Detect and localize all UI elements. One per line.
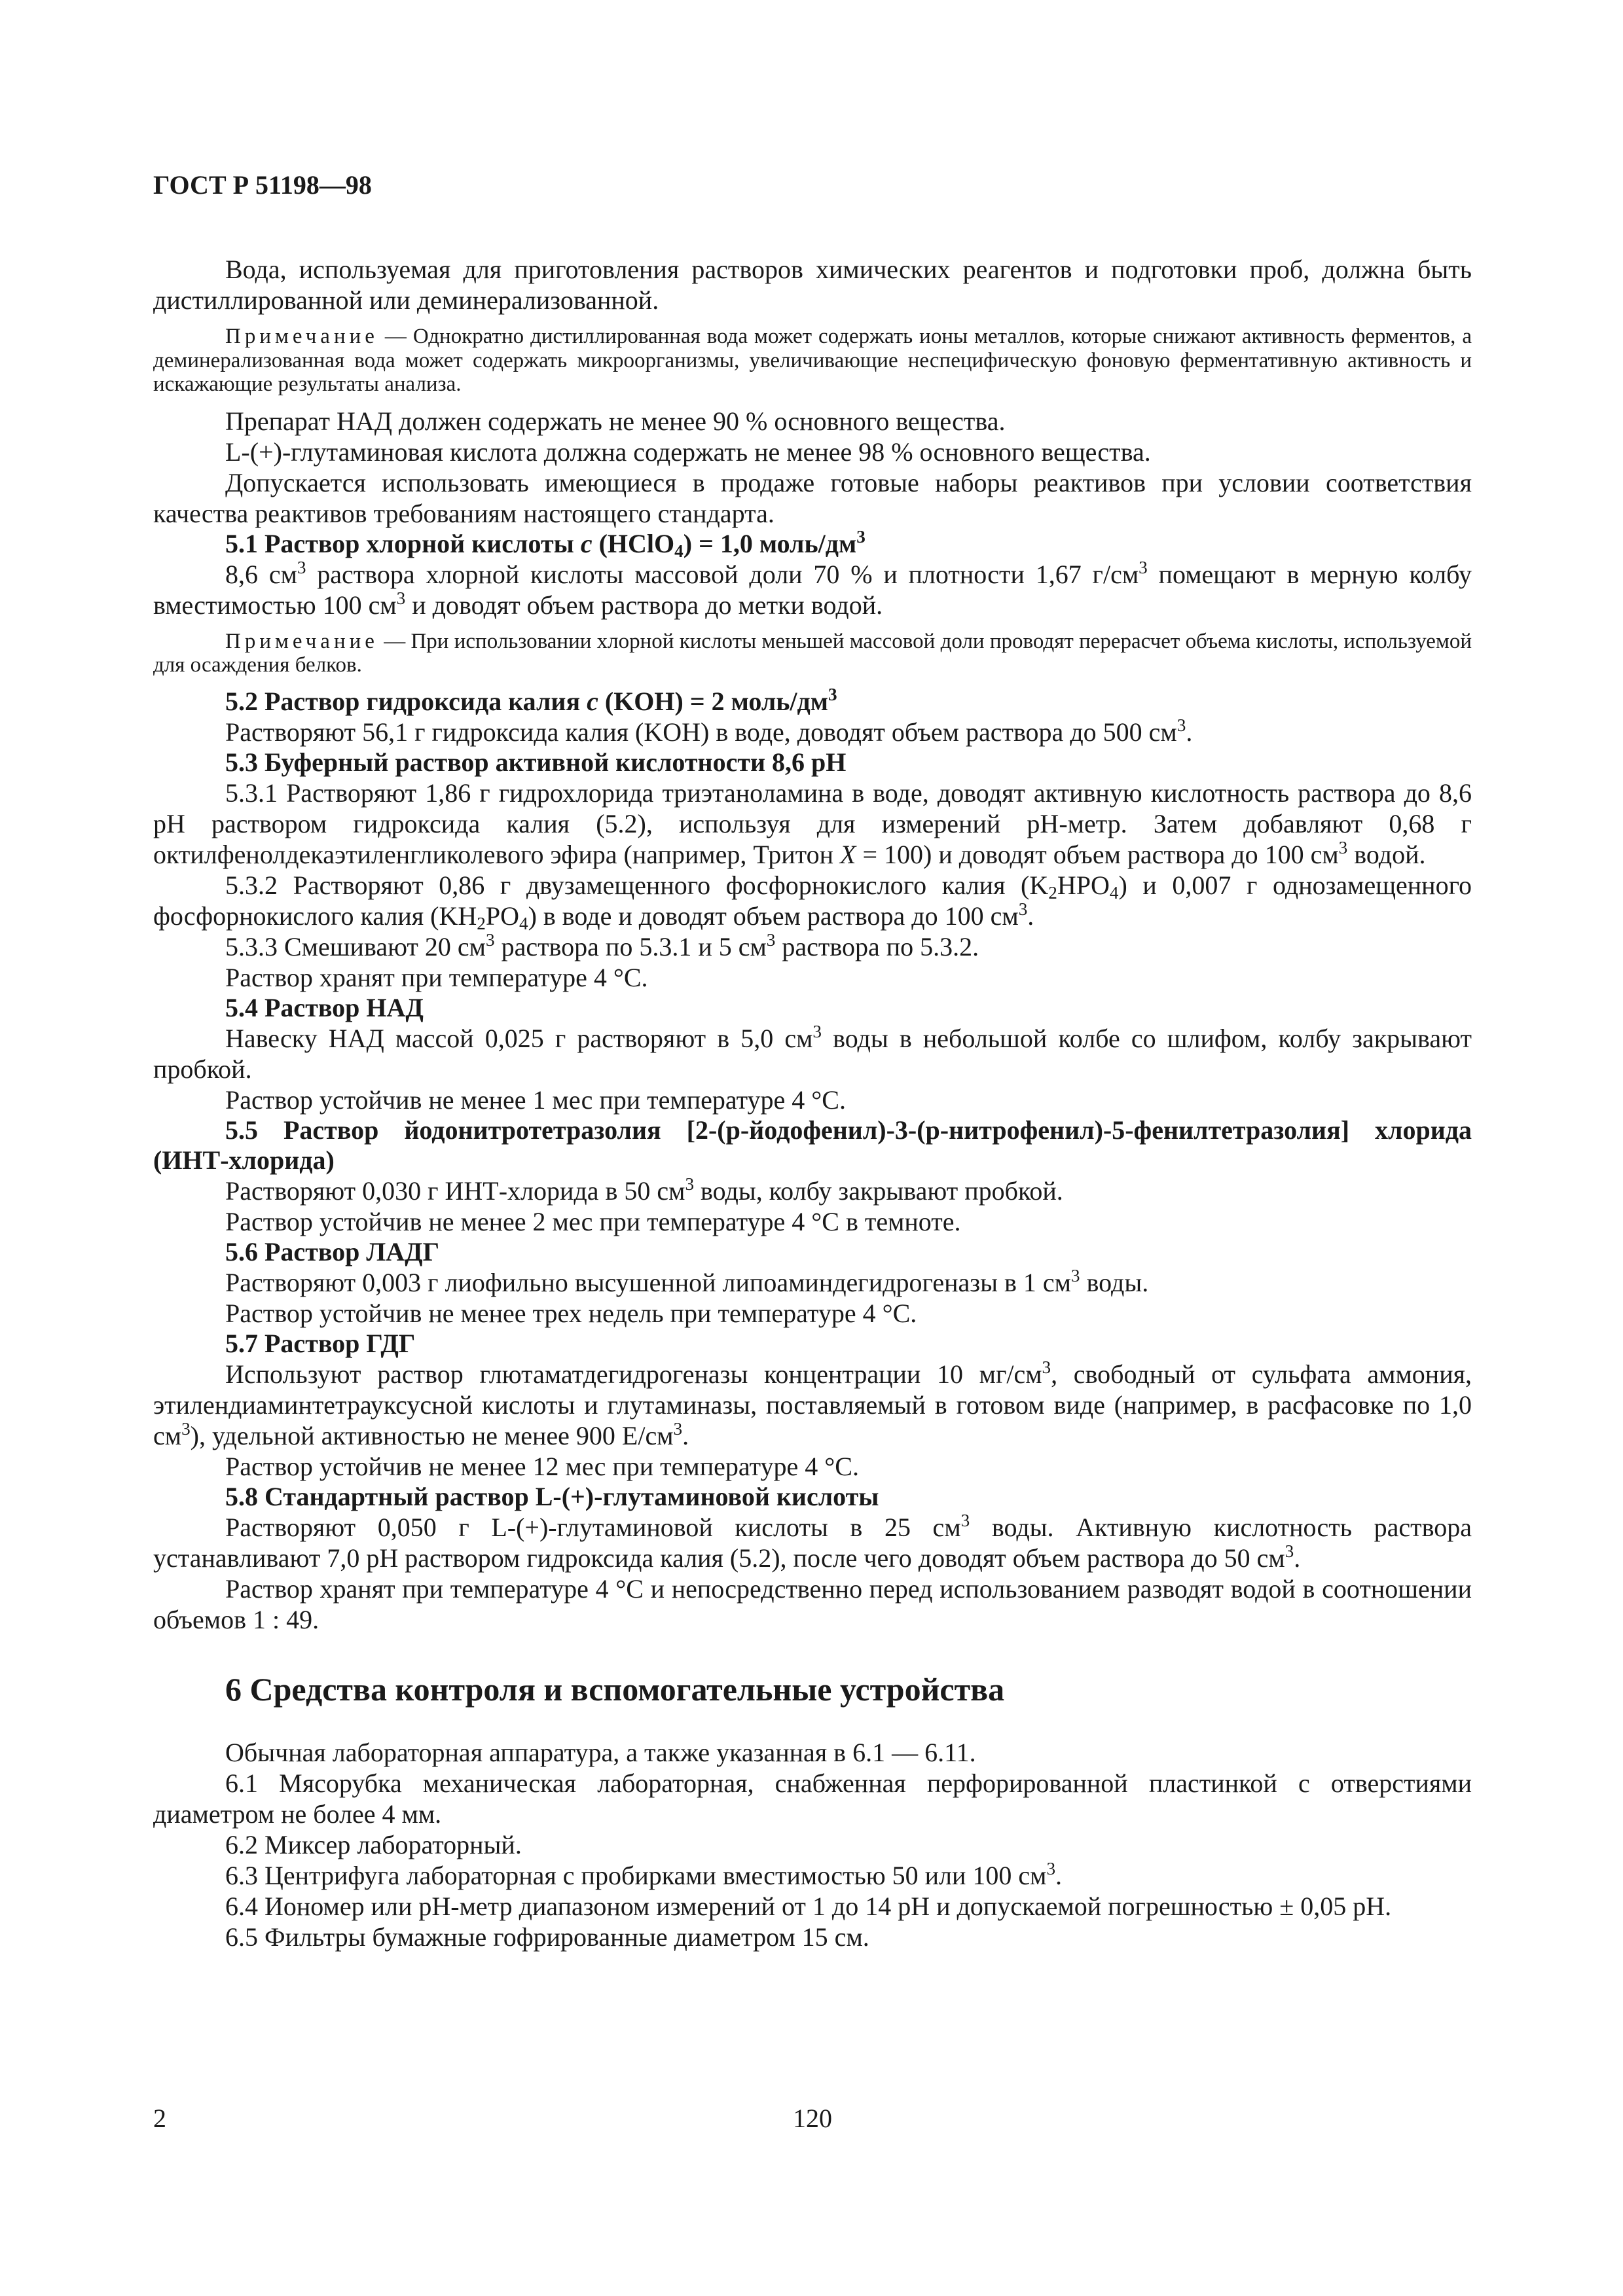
footer-document-page-number: 120 <box>793 2104 832 2133</box>
paragraph-5-3-store: Раствор хранят при температуре 4 °C. <box>225 962 648 992</box>
paragraph-5-8: Растворяют 0,050 г L-(+)-глутаминовой кислоты в 25 $см^3$ воды. Активную кислотность раствора устанавливают 7,0 pH раствором гидроксида калия (5.2), после чего доводят объем раствора до 50 $см^3$. <box>153 1510 1472 1573</box>
paragraph-5-5: Растворяют 0,030 г ИНТ-хлорида в 50 $см^3$ воды, колбу закрывают пробкой. <box>225 1174 1063 1206</box>
heading-5-2: 5.2 Раствор гидроксида калия c (KOH) = 2 моль/$дм^3$ <box>225 684 837 716</box>
heading-5-3: 5.3 Буферный раствор активной кислотности 8,6 pH <box>225 747 847 777</box>
paragraph-5-6-stable: Раствор устойчив не менее трех недель при температуре 4 °C. <box>225 1298 917 1328</box>
paragraph-6-4: 6.4 Иономер или pH-метр диапазоном измерений от 1 до 14 pH и допускаемой погрешностью ± 0,05 pH. <box>225 1891 1392 1921</box>
heading-5-1: 5.1 Раствор хлорной кислоты c (HClO$_4$) = 1,0 моль/$дм^3$ <box>225 526 866 561</box>
paragraph-5-8-store: Раствор хранят при температуре 4 °C и непосредственно перед использованием разводят водой в соотношении объемов 1 : 49. <box>153 1573 1472 1634</box>
note-label: Примечание <box>225 629 378 653</box>
paragraph-5-6: Растворяют 0,003 г лиофильно высушенной липоаминдегидрогеназы в 1 $см^3$ воды. <box>225 1265 1149 1297</box>
paragraph-5-2: Растворяют 56,1 г гидроксида калия (KOH) в воде, доводят объем раствора до 500 $см^3$. <box>225 715 1193 747</box>
paragraph-5-4-stable: Раствор устойчив не менее 1 мес при температуре 4 °C. <box>225 1085 846 1115</box>
note-label: Примечание <box>225 325 378 348</box>
document-header: ГОСТ Р 51198—98 <box>153 170 372 200</box>
heading-5-7: 5.7 Раствор ГДГ <box>225 1328 416 1358</box>
footer-page-number: 2 <box>153 2104 166 2133</box>
paragraph-nad-purity: Препарат НАД должен содержать не менее 90 % основного вещества. <box>225 406 1006 436</box>
paragraph-5-1: 8,6 $см^3$ раствора хлорной кислоты массовой доли 70 % и плотности 1,67 $г/см^3$ помещают в мерную колбу вместимостью 100 $см^3$ и доводят объем раствора до метки водой. <box>153 557 1472 620</box>
paragraph-5-4: Навеску НАД массой 0,025 г растворяют в 5,0 $см^3$ воды в небольшой колбе со шлифом, колбу закрывают пробкой. <box>153 1021 1472 1084</box>
note-water: Примечание — Однократно дистиллированная вода может содержать ионы металлов, которые снижают активность ферментов, а деминерализованная вода может содержать микроорганизмы, увеличивающие неспецифическую фоновую ферментативную активность и искажающие результаты анализа. <box>153 325 1472 396</box>
heading-5-5: 5.5 Раствор йодонитротетразолия [2-(р-йодофенил)-3-(р-нитрофенил)-5-фенилтетразолия] хлорида (ИНТ-хлорида) <box>153 1115 1472 1175</box>
paragraph-6-5: 6.5 Фильтры бумажные гофрированные диаметром 15 см. <box>225 1922 869 1952</box>
paragraph-6-intro: Обычная лабораторная аппаратура, а также указанная в 6.1 — 6.11. <box>225 1737 976 1767</box>
paragraph-5-3-3: 5.3.3 Смешивают 20 $см^3$ раствора по 5.3.1 и 5 $см^3$ раствора по 5.3.2. <box>225 929 979 961</box>
paragraph-5-7: Используют раствор глютаматдегидрогеназы концентрации 10 $мг/см^3$, свободный от сульфата аммония, этилендиаминтетрауксусной кислоты и глутаминазы, поставляемый в готовом виде (например, в расфасовке по 1,0 $см^3$), удельной активностью не менее 900 $Е/см^3$. <box>153 1357 1472 1450</box>
heading-5-4: 5.4 Раствор НАД <box>225 992 424 1022</box>
paragraph-6-1: 6.1 Мясорубка механическая лабораторная, снабженная перфорированной пластинкой с отверстиями диаметром не более 4 мм. <box>153 1768 1472 1829</box>
note-perchloric: Примечание — При использовании хлорной кислоты меньшей массовой доли проводят перерасчет объема кислоты, используемой для осаждения белков. <box>153 629 1472 677</box>
paragraph-6-3: 6.3 Центрифуга лабораторная с пробирками вместимостью 50 или 100 $см^3$. <box>225 1858 1063 1890</box>
paragraph-5-3-2: 5.3.2 Растворяют 0,86 г двузамещенного фосфорнокислого калия $(K_2HPO_4)$ и 0,007 г однозамещенного фосфорнокислого калия $(KH_2PO_4)$ в воде и доводят объем раствора до 100 $см^3$. <box>153 870 1472 933</box>
heading-5-6: 5.6 Раствор ЛАДГ <box>225 1236 440 1266</box>
paragraph-glu-purity: L-(+)-глутаминовая кислота должна содержать не менее 98 % основного вещества. <box>225 437 1151 467</box>
paragraph-5-3-1: 5.3.1 Растворяют 1,86 г гидрохлорида триэтаноламина в воде, доводят активную кислотность раствора до 8,6 pH раствором гидроксида калия (5.2), используя для измерений pH-метр. Затем добавляют 0,68 г октилфенолдекаэтиленгликолевого эфира (например, Тритон X = 100) и доводят объем раствора до 100 $см^3$ водой. <box>153 778 1472 869</box>
heading-5-8: 5.8 Стандартный раствор L-(+)-глутаминовой кислоты <box>225 1481 879 1511</box>
paragraph-kits: Допускается использовать имеющиеся в продаже готовые наборы реактивов при условии соответствия качества реактивов требованиям настоящего стандарта. <box>153 467 1472 528</box>
document-page <box>153 169 1472 1952</box>
paragraph-5-5-stable: Раствор устойчив не менее 2 мес при температуре 4 °C в темноте. <box>225 1206 961 1236</box>
paragraph-water: Вода, используемая для приготовления растворов химических реагентов и подготовки проб, должна быть дистиллированной или деминерализованной. <box>153 255 1472 315</box>
paragraph-6-2: 6.2 Миксер лабораторный. <box>225 1829 522 1859</box>
paragraph-5-7-stable: Раствор устойчив не менее 12 мес при температуре 4 °C. <box>225 1451 859 1481</box>
heading-section-6: 6 Средства контроля и вспомогательные устройства <box>225 1670 1005 1708</box>
